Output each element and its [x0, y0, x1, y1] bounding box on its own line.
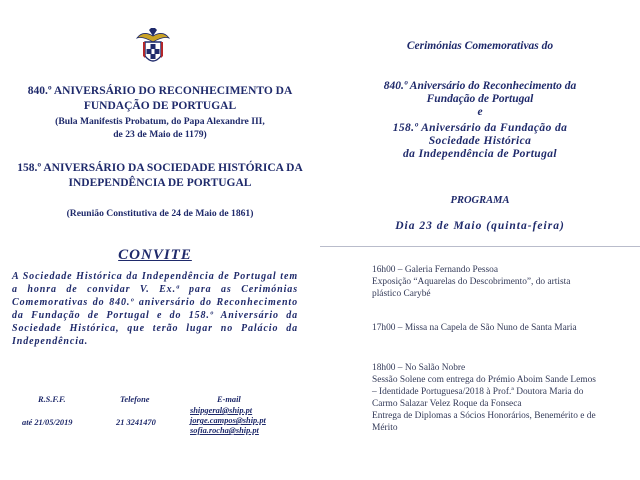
event-line: Sessão Solene com entrega do Prémio Aboim Sande Lemos: [372, 375, 596, 385]
phone-value: 21 3241470: [116, 418, 156, 427]
event-line: – Identidade Portuguesa/2018 à Prof.ª Doutora Maria do: [372, 387, 584, 397]
program-event: [372, 362, 640, 434]
ceremonies-heading: Cerimónias Comemorativas do: [406, 40, 554, 52]
ceremonies-title-connector: e: [477, 106, 483, 118]
email-link[interactable]: jorge.campos@ship.pt: [190, 416, 266, 425]
ceremonies-title-line: Fundação de Portugal: [426, 93, 534, 105]
program-event: [372, 322, 640, 334]
anniversary-subtitle-1-line: (Bula Manifestis Probatum, do Papa Alexandre III,: [55, 116, 265, 127]
email-list: [190, 406, 266, 436]
invite-text: A Sociedade Histórica da Independência de Portugal tem a honra de convidar V. Ex.ª para as Cerimónias Comemorativas do 840.º aniversário do Reconhecimento da Fundação de Portugal e do 158.º Aniversário da Sociedade Histórica, que terão lugar no Palácio da Independência.: [12, 271, 298, 347]
email-link[interactable]: shipgeral@ship.pt: [190, 406, 253, 415]
event-line: Carmo Salazar Velez Roque da Fonseca: [372, 399, 522, 409]
event-line: 16h00 – Galeria Fernando Pessoa: [372, 265, 499, 275]
anniversary-title-2: 158.º ANIVERSÁRIO DA SOCIEDADE HISTÓRICA DA INDEPENDÊNCIA DE PORTUGAL: [17, 162, 303, 189]
program-right-panel: [320, 0, 640, 480]
divider: [320, 246, 640, 247]
rsff-column: [38, 395, 66, 404]
rsff-value: até 21/05/2019: [22, 418, 73, 427]
rsff-label: R.S.F.F.: [38, 395, 66, 404]
email-link[interactable]: sofia.rocha@ship.pt: [190, 426, 259, 435]
email-label: E-mail: [217, 395, 241, 404]
event-line: 17h00 – Missa na Capela de São Nuno de Santa Maria: [372, 323, 577, 333]
ceremonies-title-block-2: [320, 122, 640, 161]
program-event: [372, 264, 640, 300]
event-line: Mérito: [372, 423, 398, 433]
invite-heading: CONVITE: [118, 247, 192, 263]
event-line: 18h00 – No Salão Nobre: [372, 363, 466, 373]
anniversary-subtitle-1-line: de 23 de Maio de 1179): [113, 129, 207, 140]
ceremonies-title-line: da Independência de Portugal: [403, 148, 557, 160]
anniversary-title-1: 840.º ANIVERSÁRIO DO RECONHECIMENTO DA FUNDAÇÃO DE PORTUGAL: [27, 85, 293, 112]
ceremonies-title-line: 158.º Aniversário da Fundação da: [392, 122, 568, 134]
program-date: Dia 23 de Maio (quinta-feira): [395, 220, 565, 232]
event-line: Entrega de Diplomas a Sócios Honorários, Benemérito e de: [372, 411, 596, 421]
program-label: PROGRAMA: [450, 195, 510, 206]
ceremonies-title-line: Sociedade Histórica: [428, 135, 532, 147]
ceremonies-title-block-1: [320, 80, 640, 119]
ceremonies-title-line: 840.º Aniversário do Reconhecimento da: [383, 80, 577, 92]
event-line: plástico Carybé: [372, 289, 431, 299]
anniversary-subtitle-2: (Reunião Constitutiva de 24 de Maio de 1861): [66, 208, 254, 219]
phone-label: Telefone: [120, 395, 150, 404]
event-line: Exposição “Aquarelas do Descobrimento”, do artista: [372, 277, 571, 287]
society-crest-logo: [133, 28, 173, 70]
anniversary-subtitle-1: [10, 115, 310, 141]
